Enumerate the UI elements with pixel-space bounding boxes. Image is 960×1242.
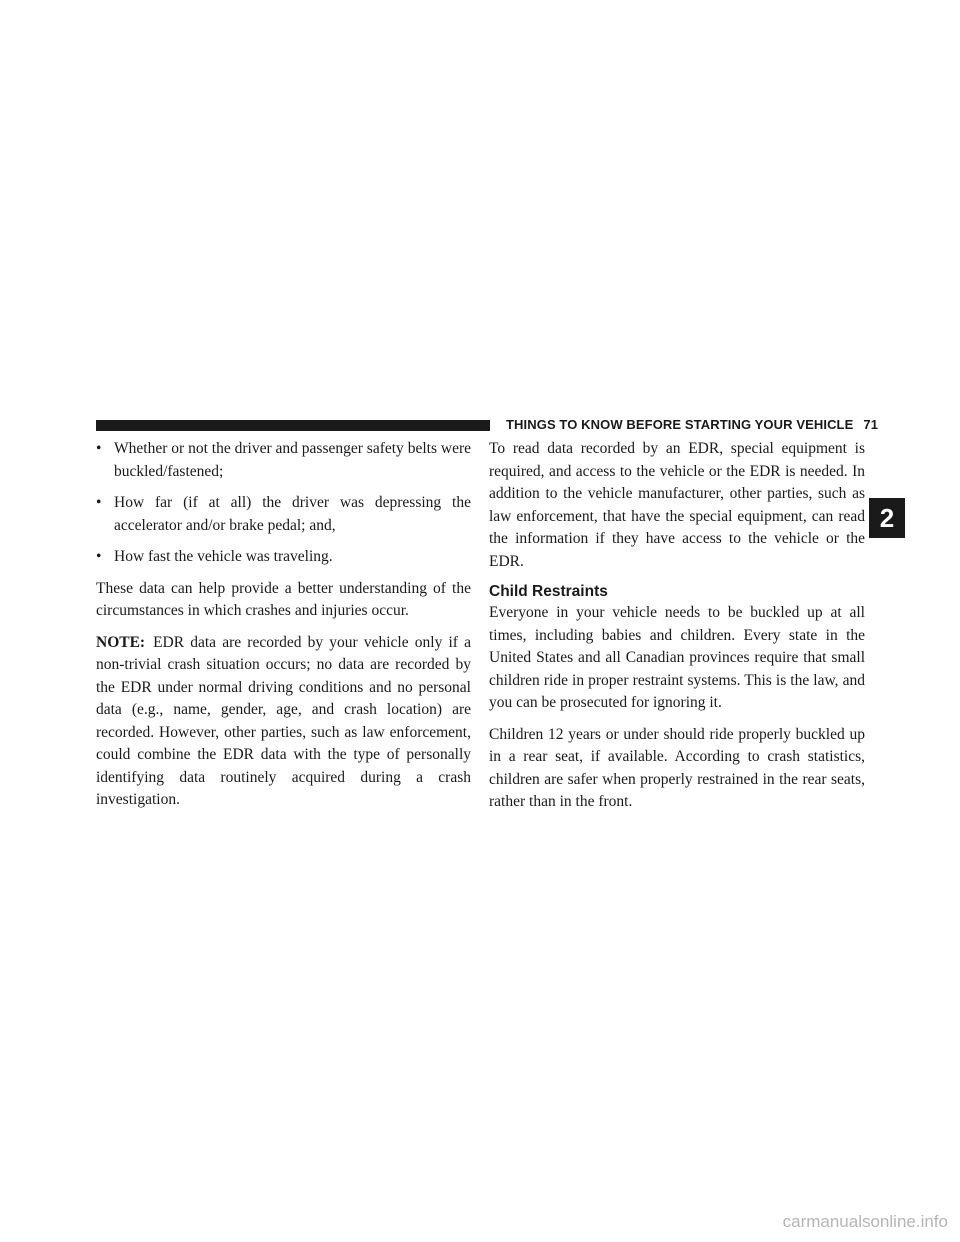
bullet-item	[96, 546, 471, 569]
paragraph: Everyone in your vehicle needs to be buckled up at all times, including babies and children. Every state in the United States and all Canadian provinces require that small children ride in proper restraint systems. This is the law, and you can be prosecuted for ignoring it.	[489, 604, 865, 711]
header-title: THINGS TO KNOW BEFORE STARTING YOUR VEHICLE	[506, 417, 854, 432]
bullet-text: How fast the vehicle was traveling.	[114, 548, 333, 565]
header-rule	[96, 420, 490, 431]
paragraph: These data can help provide a better understanding of the circumstances in which crashes and injuries occur.	[96, 579, 471, 619]
bullet-marker: •	[96, 494, 102, 511]
bullet-item	[96, 492, 471, 537]
paragraph: To read data recorded by an EDR, special equipment is required, and access to the vehicle or the EDR is needed. In addition to the vehicle manufacturer, other parties, such as law enforcement, that have the special equipment, can read the information if they have access to the vehicle or the EDR.	[489, 440, 865, 570]
left-column	[96, 438, 471, 821]
bullet-text: Whether or not the driver and passenger safety belts were buckled/fastened;	[114, 440, 471, 480]
bullet-item	[96, 438, 471, 483]
note-paragraph	[96, 632, 471, 812]
right-column	[489, 438, 865, 823]
watermark: carmanualsonline.info	[782, 1212, 948, 1231]
chapter-tab: 2	[869, 498, 905, 538]
paragraph: Children 12 years or under should ride properly buckled up in a rear seat, if available. According to crash statistics, children are safer when properly restrained in the rear seats, rather than in the front.	[489, 725, 865, 810]
bullet-text: How far (if at all) the driver was depressing the accelerator and/or brake pedal; and,	[114, 494, 471, 534]
note-text: EDR data are recorded by your vehicle only if a non-trivial crash situation occurs; no data are recorded by the EDR under normal driving conditions and no personal data (e.g., name, gender, age, and crash location) are recorded. However, other parties, such as law enforcement, could combine the EDR data with the type of personally identifying data routinely acquired during a crash investigation.	[96, 633, 471, 808]
note-label: NOTE:	[96, 633, 146, 651]
section-heading: Child Restraints	[489, 583, 608, 600]
page-header	[506, 417, 878, 432]
bullet-marker: •	[96, 440, 102, 457]
page-number: 71	[863, 417, 879, 432]
bullet-marker: •	[96, 548, 102, 565]
